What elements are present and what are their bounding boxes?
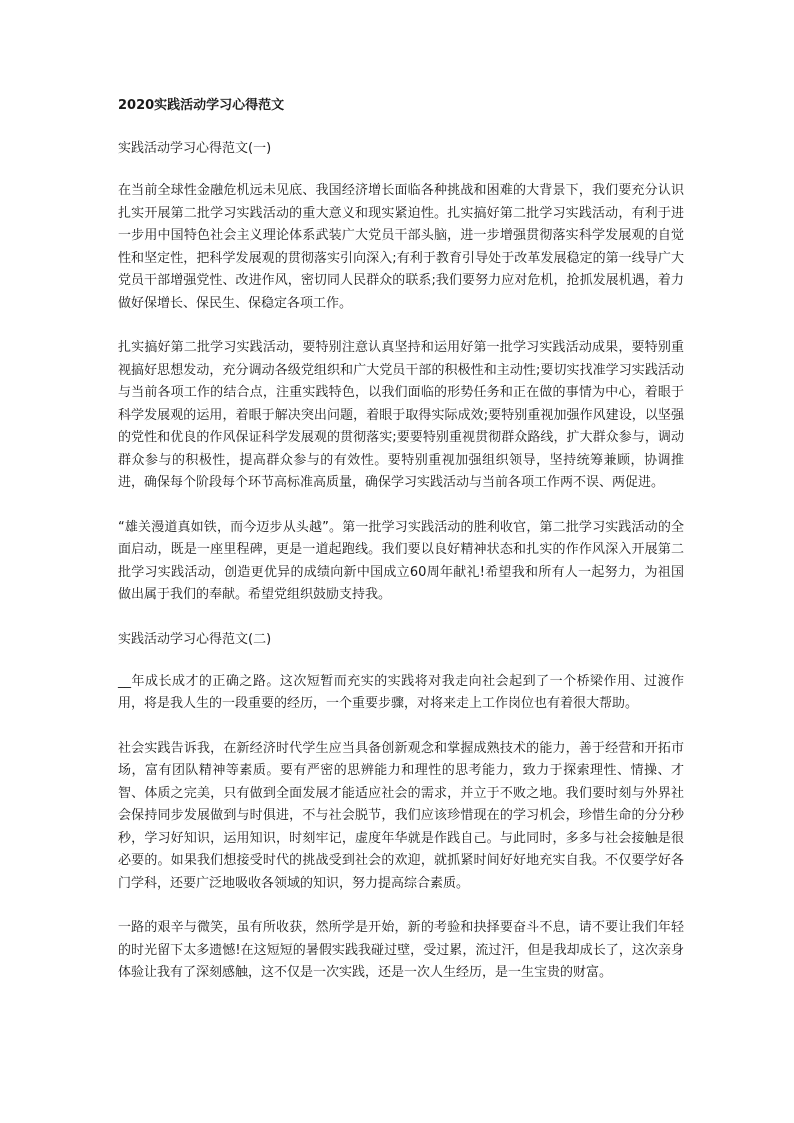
document-page	[118, 96, 684, 1007]
paragraph: “雄关漫道真如铁，而今迈步从头越”。第一批学习实践活动的胜利收官，第二批学习实践活动的全面启动，既是一座里程碑，更是一道起跑线。我们要以良好精神状态和扎实的作作风深入开展第二批学习实践活动，创造更优异的成绩向新中国成立60周年献礼!希望我和所有人一起努力，为祖国做出属于我们的奉献。希望党组织鼓励支持我。	[118, 519, 684, 602]
paragraph: 在当前全球性金融危机远未见底、我国经济增长面临各种挑战和困难的大背景下，我们要充分认识扎实开展第二批学习实践活动的重大意义和现实紧迫性。扎实搞好第二批学习实践活动，有利于进一步用中国特色社会主义理论体系武装广大党员干部头脑，进一步增强贯彻落实科学发展观的自觉性和坚定性，把科学发展观的贯彻落实引向深入;有利于教育引导处于改革发展稳定的第一线导广大党员干部增强党性、改进作风，密切同人民群众的联系;我们要努力应对危机，抢抓发展机遇，着力做好保增长、保民生、保稳定各项工作。	[118, 183, 684, 311]
paragraph: 扎实搞好第二批学习实践活动，要特别注意认真坚持和运用好第一批学习实践活动成果，要特别重视搞好思想发动，充分调动各级党组织和广大党员干部的积极性和主动性;要切实找准学习实践活动与当前各项工作的结合点，注重实践特色，以我们面临的形势任务和正在做的事情为中心，着眼于科学发展观的运用，着眼于解决突出问题，着眼于取得实际成效;要特别重视加强作风建设，以坚强的党性和优良的作风保证科学发展观的贯彻落实;要要特别重视贯彻群众路线，扩大群众参与，调动群众参与的积极性，提高群众参与的有效性。要特别重视加强组织领导，坚持统筹兼顾，协调推进，确保每个阶段每个环节高标准高质量，确保学习实践活动与当前各项工作两不误、两促进。	[118, 340, 684, 490]
paragraph: 社会实践告诉我，在新经济时代学生应当具备创新观念和掌握成熟技术的能力，善于经营和开拓市场，富有团队精神等素质。要有严密的思辨能力和理性的思考能力，致力于探索理性、情操、才智、体质之完美，只有做到全面发展才能适应社会的需求，并立于不败之地。我们要时刻与外界社会保持同步发展做到与时俱进，不与社会脱节，我们应该珍惜现在的学习机会，珍惜生命的分分秒秒，学习好知识，运用知识，时刻牢记，虚度年华就是作践自己。与此同时，多多与社会接触是很必要的。如果我们想接受时代的挑战受到社会的欢迎，就抓紧时间好好地充实自我。不仅要学好各门学科，还要广泛地吸收各领域的知识，努力提高综合素质。	[118, 740, 684, 891]
section-2	[118, 629, 684, 985]
paragraph: __年成长成才的正确之路。这次短暂而充实的实践将对我走向社会起到了一个桥梁作用、过渡作用，将是我人生的一段重要的经历，一个重要步骤，对将来走上工作岗位也有着很大帮助。	[118, 673, 684, 711]
section-heading: 实践活动学习心得范文(二)	[118, 631, 272, 647]
paragraph: 一路的艰辛与微笑，虽有所收获，然所学是开始，新的考验和抉择要奋斗不息，请不要让我们年轻的时光留下太多遗憾!在这短短的暑假实践我碰过壁，受过累，流过汗，但是我却成长了，这次亲身体验让我有了深刻感触，这不仅是一次实践，还是一次人生经历，是一生宝贵的财富。	[118, 920, 684, 980]
section-heading: 实践活动学习心得范文(一)	[118, 141, 272, 156]
document-title: 2020实践活动学习心得范文	[118, 98, 285, 113]
section-1	[118, 138, 684, 607]
